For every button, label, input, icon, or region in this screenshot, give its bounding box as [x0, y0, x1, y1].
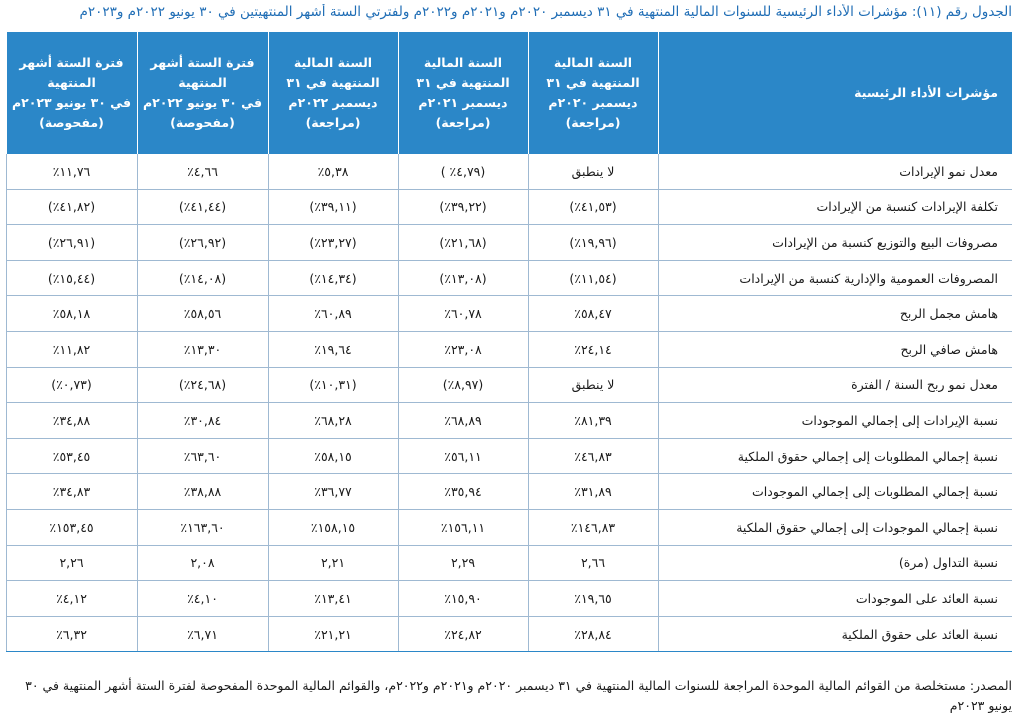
header-fy2022: السنة المالية المنتهية في ٣١ ديسمبر ٢٠٢٢م (مراجعة) — [268, 32, 398, 154]
cell-value: ١٩,٦٥٪ — [528, 581, 658, 617]
table-row — [6, 403, 1012, 439]
cell-value: ٥٨,٥٦٪ — [137, 296, 268, 332]
cell-value: (٢٤,٦٨٪) — [137, 367, 268, 403]
header-fy2021: السنة المالية المنتهية في ٣١ ديسمبر ٢٠٢١م (مراجعة) — [398, 32, 528, 154]
cell-value: (١٤,٠٨٪) — [137, 260, 268, 296]
kpi-table — [6, 32, 1013, 652]
cell-value: ٣١,٨٩٪ — [528, 474, 658, 510]
row-label: معدل نمو الإيرادات — [658, 154, 1012, 189]
cell-value: ٤,١٠٪ — [137, 581, 268, 617]
cell-value: ١٦٣,٦٠٪ — [137, 509, 268, 545]
row-label: هامش صافي الربح — [658, 331, 1012, 367]
cell-value: ٤,١٢٪ — [6, 581, 137, 617]
row-label: نسبة إجمالي المطلوبات إلى إجمالي الموجودات — [658, 474, 1012, 510]
header-h1-2023: فترة الستة أشهر المنتهية في ٣٠ يونيو ٢٠٢٣م (مفحوصة) — [6, 32, 137, 154]
cell-value: (٤,٧٩٪ ) — [398, 154, 528, 189]
table-row — [6, 189, 1012, 225]
header-row — [6, 32, 1012, 154]
cell-value: (٢٦,٩١٪) — [6, 225, 137, 261]
cell-value: ١٥٨,١٥٪ — [268, 509, 398, 545]
source-note: المصدر: مستخلصة من القوائم المالية الموحدة المراجعة للسنوات المالية المنتهية في ٣١ ديسمبر ٢٠٢٠م و٢٠٢١م و٢٠٢٢م، والقوائم المالية الموحدة المفحوصة لفترة الستة أشهر المنتهية في ٣٠ يونيو ٢٠٢٣م — [25, 678, 1012, 713]
cell-value: ٣٨,٨٨٪ — [137, 474, 268, 510]
cell-value: ٣٤,٨٣٪ — [6, 474, 137, 510]
cell-value: لا ينطبق — [528, 367, 658, 403]
cell-value: ١٥٣,٤٥٪ — [6, 509, 137, 545]
row-label: نسبة إجمالي الموجودات إلى إجمالي حقوق الملكية — [658, 509, 1012, 545]
cell-value: ٦٨,٨٩٪ — [398, 403, 528, 439]
cell-value: ٤٦,٨٣٪ — [528, 438, 658, 474]
cell-value: (١٩,٩٦٪) — [528, 225, 658, 261]
cell-value: ٥٨,١٨٪ — [6, 296, 137, 332]
table-row — [6, 581, 1012, 617]
cell-value: ٦٨,٢٨٪ — [268, 403, 398, 439]
cell-value: (٢١,٦٨٪) — [398, 225, 528, 261]
cell-value: ٢,٦٦ — [528, 545, 658, 581]
cell-value: ٢٤,٨٢٪ — [398, 616, 528, 652]
cell-value: ٣٤,٨٨٪ — [6, 403, 137, 439]
row-label: نسبة التداول (مرة) — [658, 545, 1012, 581]
cell-value: ٣٦,٧٧٪ — [268, 474, 398, 510]
table-row — [6, 474, 1012, 510]
header-indicator: مؤشرات الأداء الرئيسية — [658, 32, 1012, 154]
cell-value: ٥٨,٤٧٪ — [528, 296, 658, 332]
cell-value: ١٩,٦٤٪ — [268, 331, 398, 367]
table-row — [6, 154, 1012, 189]
row-label: نسبة الإيرادات إلى إجمالي الموجودات — [658, 403, 1012, 439]
table-caption: الجدول رقم (١١): مؤشرات الأداء الرئيسية للسنوات المالية المنتهية في ٣١ ديسمبر ٢٠٢٠م و٢٠٢١م و٢٠٢٢م ولفترتي الستة أشهر المنتهيتين في ٣٠ يونيو ٢٠٢٢م و٢٠٢٣م — [79, 4, 1012, 20]
cell-value: ٦٣,٦٠٪ — [137, 438, 268, 474]
table-row — [6, 509, 1012, 545]
table-row — [6, 545, 1012, 581]
cell-value: ٥,٣٨٪ — [268, 154, 398, 189]
row-label: نسبة إجمالي المطلوبات إلى إجمالي حقوق الملكية — [658, 438, 1012, 474]
cell-value: ٢,٢٦ — [6, 545, 137, 581]
cell-value: ١١,٨٢٪ — [6, 331, 137, 367]
cell-value: (٨,٩٧٪) — [398, 367, 528, 403]
cell-value: ١١,٧٦٪ — [6, 154, 137, 189]
cell-value: (١٣,٠٨٪) — [398, 260, 528, 296]
row-label: مصروفات البيع والتوزيع كنسبة من الإيرادات — [658, 225, 1012, 261]
cell-value: ٢٤,١٤٪ — [528, 331, 658, 367]
cell-value: (٠,٧٣٪) — [6, 367, 137, 403]
header-fy2020: السنة المالية المنتهية في ٣١ ديسمبر ٢٠٢٠م (مراجعة) — [528, 32, 658, 154]
cell-value: ٣٥,٩٤٪ — [398, 474, 528, 510]
cell-value: ٥٨,١٥٪ — [268, 438, 398, 474]
table-row — [6, 225, 1012, 261]
row-label: معدل نمو ربح السنة / الفترة — [658, 367, 1012, 403]
cell-value: ٤,٦٦٪ — [137, 154, 268, 189]
cell-value: (٣٩,١١٪) — [268, 189, 398, 225]
table-row — [6, 438, 1012, 474]
row-label: نسبة العائد على حقوق الملكية — [658, 616, 1012, 652]
cell-value: (٣٩,٢٢٪) — [398, 189, 528, 225]
cell-value: ٢١,٢١٪ — [268, 616, 398, 652]
cell-value: ١٣,٣٠٪ — [137, 331, 268, 367]
cell-value: (٢٦,٩٢٪) — [137, 225, 268, 261]
cell-value: ٣٠,٨٤٪ — [137, 403, 268, 439]
cell-value: ١٤٦,٨٣٪ — [528, 509, 658, 545]
cell-value: لا ينطبق — [528, 154, 658, 189]
row-label: تكلفة الإيرادات كنسبة من الإيرادات — [658, 189, 1012, 225]
cell-value: ١٥,٩٠٪ — [398, 581, 528, 617]
cell-value: ٢٣,٠٨٪ — [398, 331, 528, 367]
cell-value: ٢,٢١ — [268, 545, 398, 581]
table-row — [6, 260, 1012, 296]
cell-value: (٢٣,٢٧٪) — [268, 225, 398, 261]
row-label: المصروفات العمومية والإدارية كنسبة من الإيرادات — [658, 260, 1012, 296]
cell-value: ٢٨,٨٤٪ — [528, 616, 658, 652]
cell-value: ٢,٢٩ — [398, 545, 528, 581]
cell-value: (٤١,٨٢٪) — [6, 189, 137, 225]
row-label: هامش مجمل الربح — [658, 296, 1012, 332]
table-row — [6, 296, 1012, 332]
cell-value: ٥٣,٤٥٪ — [6, 438, 137, 474]
cell-value: (١٠,٣١٪) — [268, 367, 398, 403]
cell-value: ٨١,٣٩٪ — [528, 403, 658, 439]
cell-value: ٦,٧١٪ — [137, 616, 268, 652]
cell-value: ٢,٠٨ — [137, 545, 268, 581]
cell-value: (٤١,٥٣٪) — [528, 189, 658, 225]
cell-value: ٥٦,١١٪ — [398, 438, 528, 474]
cell-value: ١٥٦,١١٪ — [398, 509, 528, 545]
row-label: نسبة العائد على الموجودات — [658, 581, 1012, 617]
table-row — [6, 367, 1012, 403]
cell-value: (١٤,٣٤٪) — [268, 260, 398, 296]
cell-value: ٦,٣٢٪ — [6, 616, 137, 652]
cell-value: (٤١,٤٤٪) — [137, 189, 268, 225]
cell-value: (١٥,٤٤٪) — [6, 260, 137, 296]
table-row — [6, 616, 1012, 652]
cell-value: ٦٠,٨٩٪ — [268, 296, 398, 332]
cell-value: ٦٠,٧٨٪ — [398, 296, 528, 332]
cell-value: (١١,٥٤٪) — [528, 260, 658, 296]
table-row — [6, 331, 1012, 367]
header-h1-2022: فترة الستة أشهر المنتهية في ٣٠ يونيو ٢٠٢٢م (مفحوصة) — [137, 32, 268, 154]
cell-value: ١٣,٤١٪ — [268, 581, 398, 617]
